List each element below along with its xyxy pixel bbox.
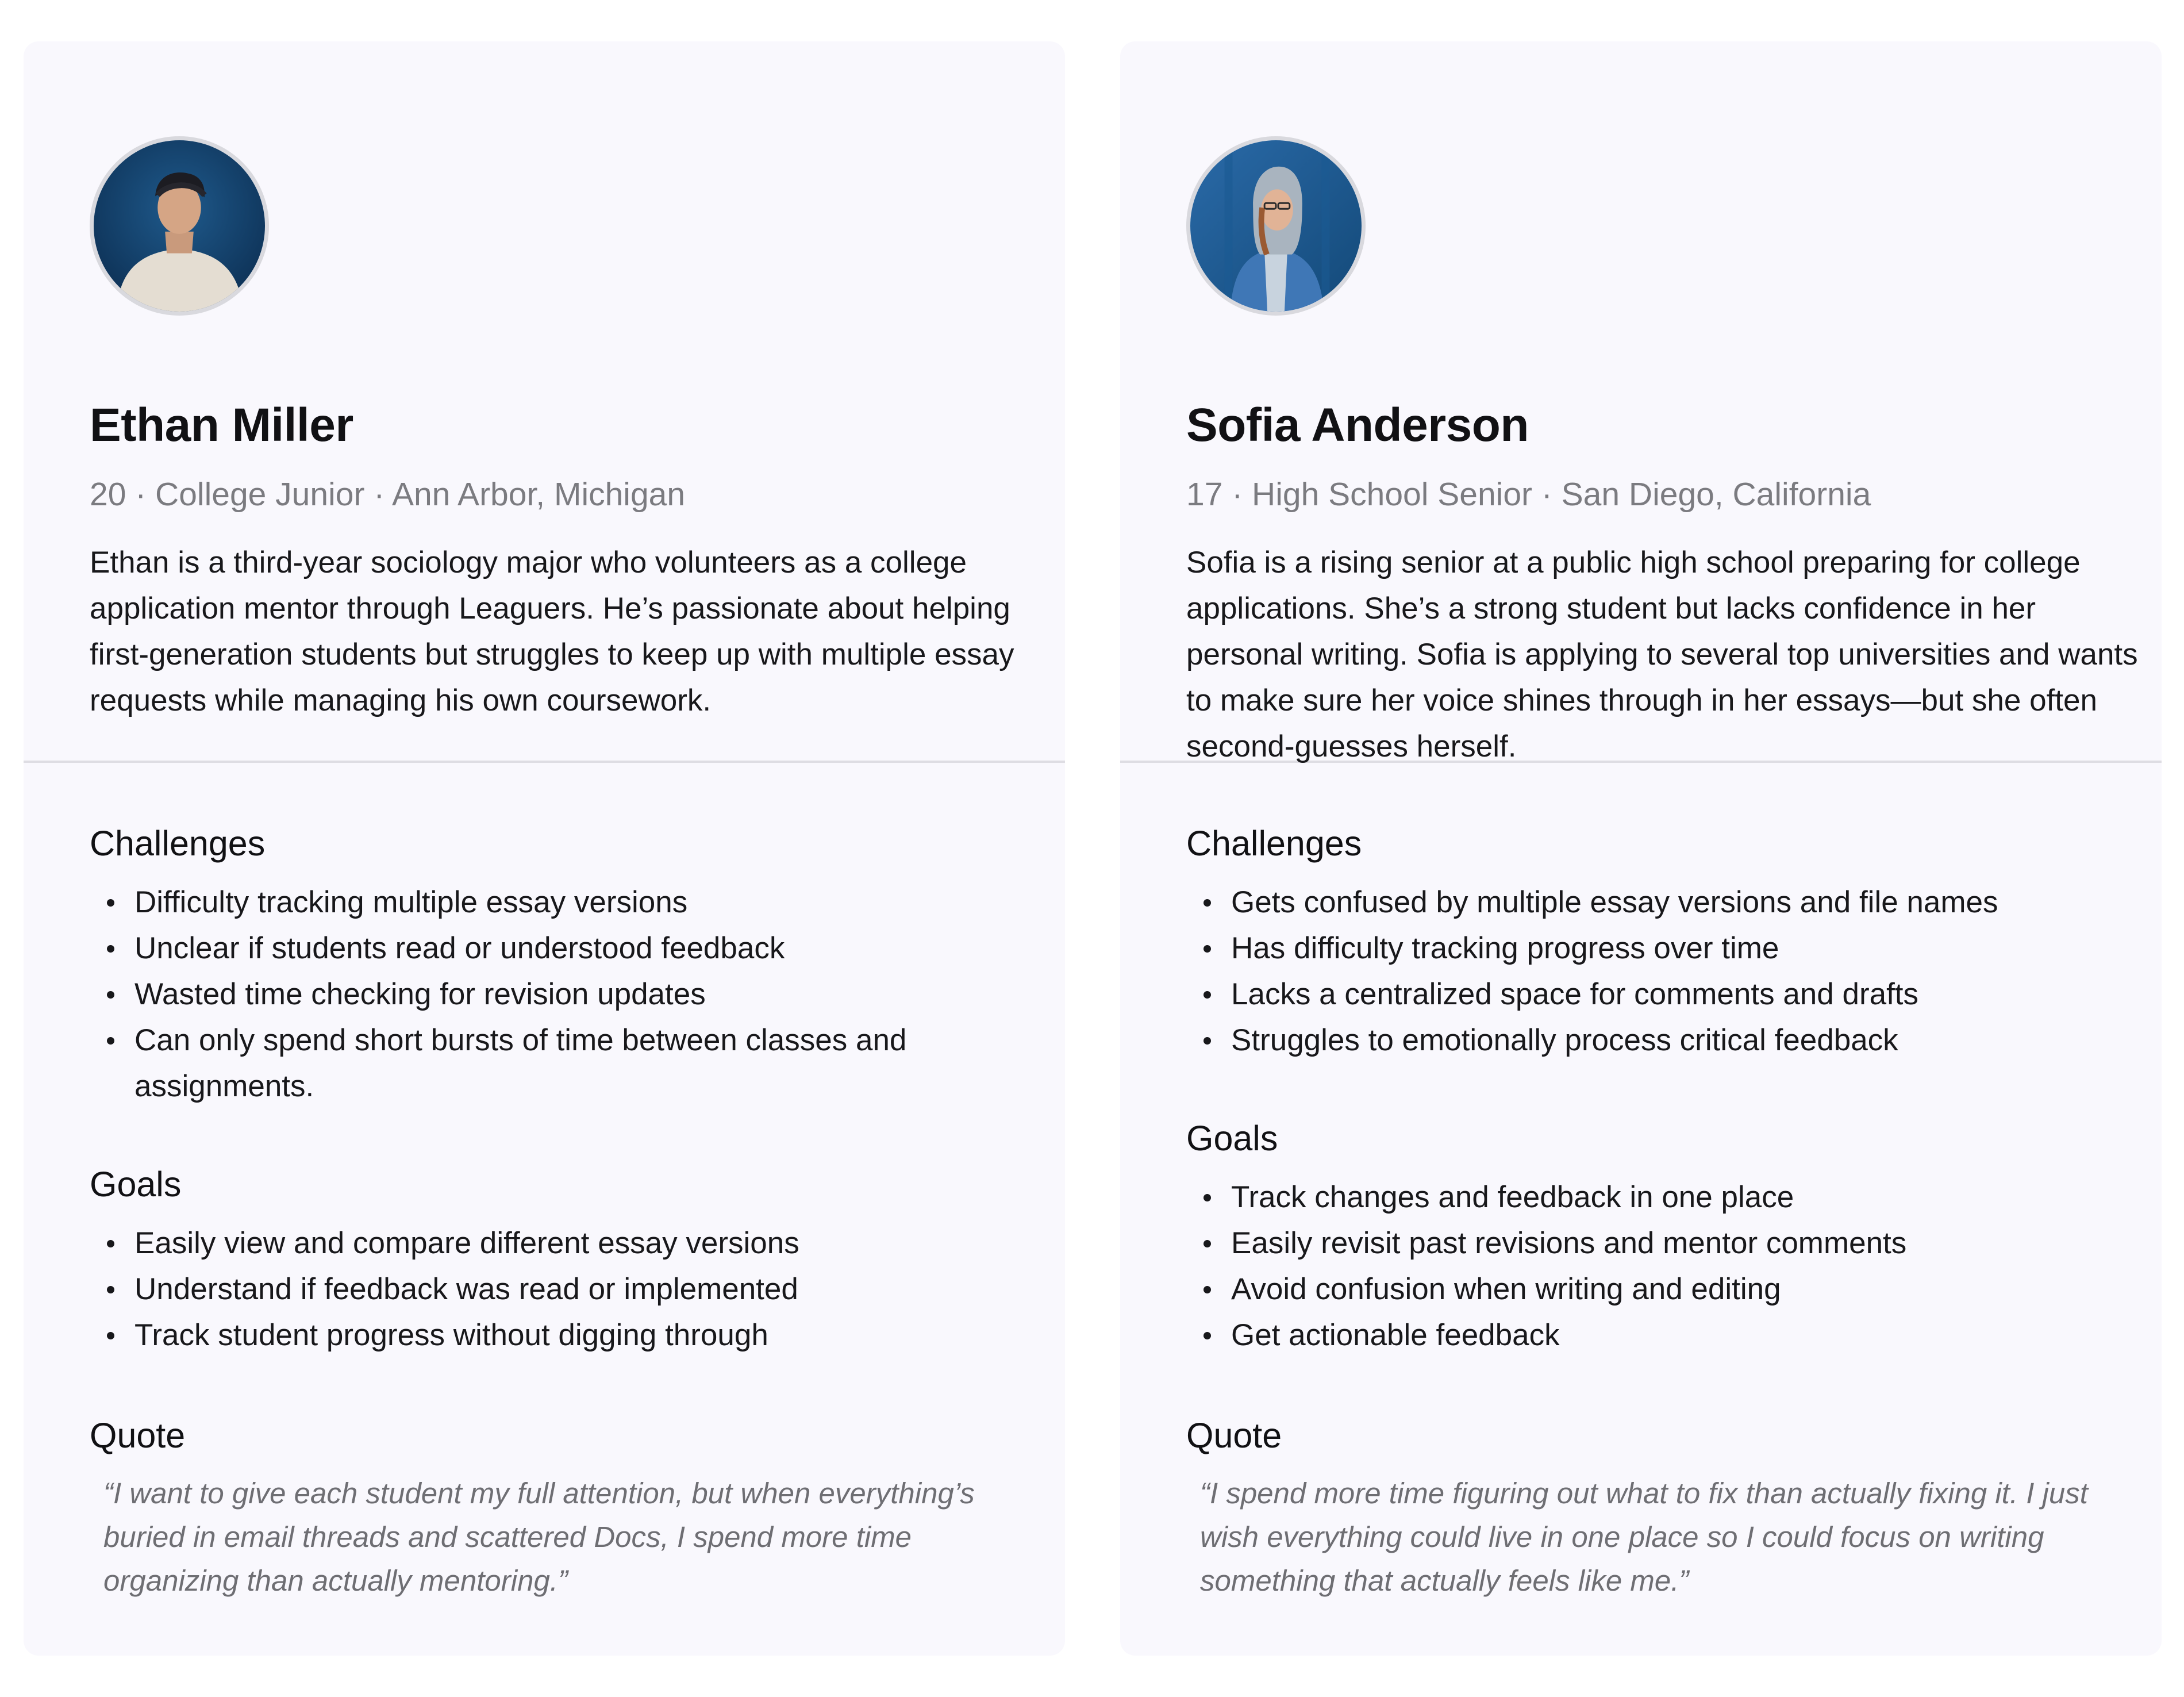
challenges-heading: Challenges: [90, 824, 266, 863]
persona-meta: 17 · High School Senior · San Diego, California: [1186, 476, 1871, 513]
challenge-item: Struggles to emotionally process critical feedback: [1231, 1018, 2151, 1063]
persona-meta: 20 · College Junior · Ann Arbor, Michigan: [90, 476, 686, 513]
persona-card-sofia: [1120, 41, 2162, 1656]
goal-item: Avoid confusion when writing and editing: [1231, 1266, 2151, 1312]
challenge-item: Unclear if students read or understood feedback: [134, 926, 1054, 972]
persona-name: Ethan Miller: [90, 399, 353, 451]
avatar-photo-icon: [94, 140, 265, 312]
persona-name: Sofia Anderson: [1186, 399, 1529, 451]
avatar: [90, 136, 269, 316]
goals-list: [90, 1220, 1054, 1358]
avatar-photo-icon: [1190, 140, 1362, 312]
goals-heading: Goals: [90, 1165, 182, 1204]
avatar: [1186, 136, 1366, 316]
goals-heading: Goals: [1186, 1119, 1278, 1158]
goal-item: Track changes and feedback in one place: [1231, 1174, 2151, 1220]
persona-card-ethan: [24, 41, 1065, 1656]
challenges-heading: Challenges: [1186, 824, 1362, 863]
persona-quote: “I want to give each student my full attention, but when everything’s buried in email threads and scattered Docs, I spend more time organizing than actually mentoring.”: [103, 1477, 975, 1597]
goal-item: Get actionable feedback: [1231, 1312, 2151, 1358]
challenge-item: Can only spend short bursts of time between classes and assignments.: [134, 1018, 1054, 1109]
persona-bio: Ethan is a third-year sociology major who volunteers as a college application mentor through Leaguers. He’s passionate about helping first-generation students but struggles to keep up with multiple essay requests while managing his own coursework.: [90, 546, 1014, 717]
challenge-item: Has difficulty tracking progress over time: [1231, 926, 2151, 972]
goal-item: Easily revisit past revisions and mentor comments: [1231, 1220, 2151, 1266]
persona-header: [24, 41, 1065, 763]
challenge-item: Difficulty tracking multiple essay versions: [134, 880, 1054, 926]
goal-item: Track student progress without digging through: [134, 1312, 1054, 1358]
goal-item: Understand if feedback was read or implemented: [134, 1266, 1054, 1312]
goal-item: Easily view and compare different essay versions: [134, 1220, 1054, 1266]
persona-header: [1120, 41, 2162, 763]
goals-list: [1186, 1174, 2151, 1358]
challenge-item: Lacks a centralized space for comments and drafts: [1231, 972, 2151, 1018]
quote-heading: Quote: [90, 1416, 186, 1455]
quote-heading: Quote: [1186, 1416, 1282, 1455]
persona-quote: “I spend more time figuring out what to fix than actually fixing it. I just wish everything could live in one place so I could focus on writing something that actually feels like me.”: [1200, 1477, 2088, 1597]
challenges-list: [90, 880, 1054, 1109]
persona-bio: Sofia is a rising senior at a public high school preparing for college applications. She’s a strong student but lacks confidence in her personal writing. Sofia is applying to several top universities and wants to make sure her voice shines through in her essays—but she often second-guesses herself.: [1186, 546, 2138, 763]
challenge-item: Wasted time checking for revision updates: [134, 972, 1054, 1018]
challenge-item: Gets confused by multiple essay versions and file names: [1231, 880, 2151, 926]
challenges-list: [1186, 880, 2151, 1063]
